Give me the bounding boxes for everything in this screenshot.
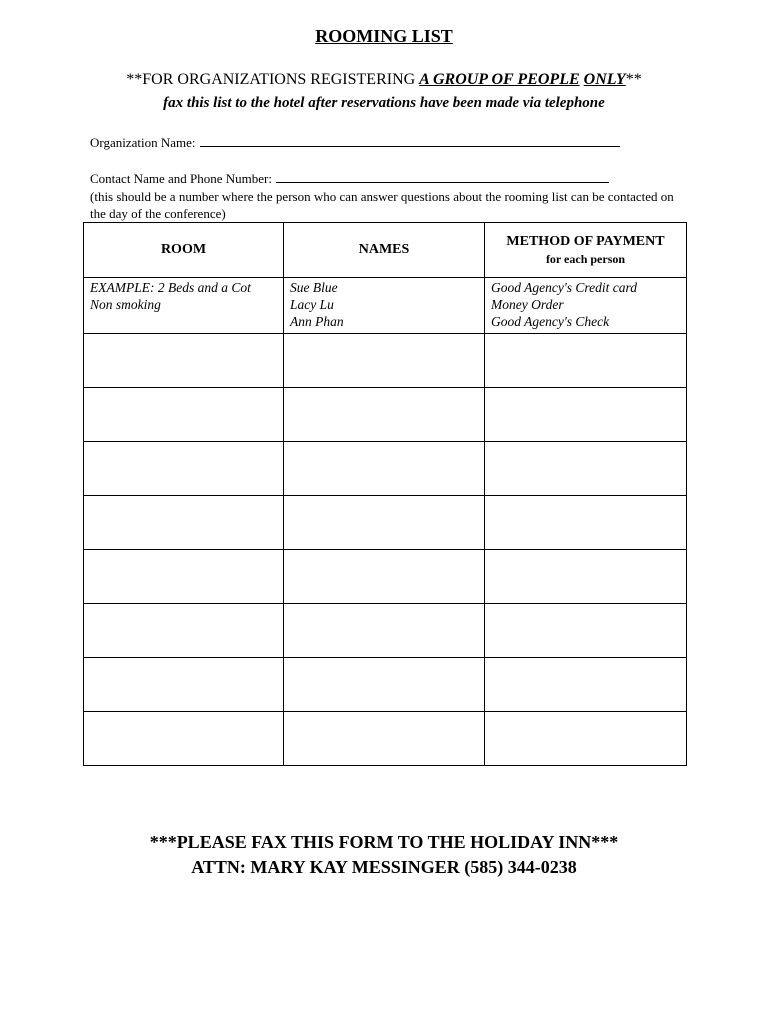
organization-label: Organization Name: <box>90 135 196 150</box>
table-row <box>84 388 687 442</box>
example-room-line: EXAMPLE: 2 Beds and a Cot <box>90 280 251 295</box>
example-name: Ann Phan <box>290 314 344 329</box>
example-name: Lacy Lu <box>290 297 334 312</box>
table-header-row <box>84 223 687 278</box>
room-cell[interactable] <box>84 658 284 712</box>
names-cell[interactable] <box>284 334 485 388</box>
room-cell[interactable] <box>84 388 284 442</box>
fax-instruction: fax this list to the hotel after reservations have been made via telephone <box>163 95 605 111</box>
contact-field <box>90 170 609 187</box>
room-cell[interactable] <box>84 604 284 658</box>
names-cell[interactable] <box>284 550 485 604</box>
table-row <box>84 496 687 550</box>
payment-cell[interactable] <box>485 334 687 388</box>
group-notice <box>0 71 768 89</box>
example-row <box>84 278 687 334</box>
example-payment: Good Agency's Credit card <box>491 280 637 295</box>
header-payment-sub: for each person <box>545 251 626 266</box>
header-room: ROOM <box>84 223 284 278</box>
room-cell[interactable] <box>84 442 284 496</box>
table-row <box>84 604 687 658</box>
header-names: NAMES <box>284 223 485 278</box>
names-cell[interactable] <box>284 496 485 550</box>
table-row <box>84 550 687 604</box>
rooming-table <box>83 222 687 766</box>
example-room-line: Non smoking <box>90 297 161 312</box>
example-payment-cell <box>485 278 687 334</box>
payment-cell[interactable] <box>485 658 687 712</box>
page-title: ROOMING LIST <box>315 26 453 46</box>
payment-cell[interactable] <box>485 712 687 766</box>
group-notice-prefix: **FOR ORGANIZATIONS REGISTERING <box>126 71 420 88</box>
table-row <box>84 712 687 766</box>
group-notice-only: ONLY <box>583 71 626 88</box>
payment-cell[interactable] <box>485 550 687 604</box>
payment-cell[interactable] <box>485 604 687 658</box>
organization-field <box>90 134 620 151</box>
payment-cell[interactable] <box>485 388 687 442</box>
table-row <box>84 658 687 712</box>
footer-fax-notice: ***PLEASE FAX THIS FORM TO THE HOLIDAY INN*** <box>149 832 619 852</box>
payment-cell[interactable] <box>485 442 687 496</box>
names-cell[interactable] <box>284 712 485 766</box>
example-names-cell <box>284 278 485 334</box>
contact-label: Contact Name and Phone Number: <box>90 171 272 186</box>
room-cell[interactable] <box>84 334 284 388</box>
example-payment: Good Agency's Check <box>491 314 610 329</box>
names-cell[interactable] <box>284 388 485 442</box>
example-room-cell <box>84 278 284 334</box>
room-cell[interactable] <box>84 496 284 550</box>
group-notice-suffix: ** <box>625 71 642 88</box>
names-cell[interactable] <box>284 442 485 496</box>
table-row <box>84 334 687 388</box>
header-payment <box>485 223 687 278</box>
group-notice-emphasis: A GROUP OF PEOPLE <box>419 71 580 88</box>
footer-attention: ATTN: MARY KAY MESSINGER (585) 344-0238 <box>191 857 577 877</box>
organization-input-line[interactable] <box>200 134 620 147</box>
room-cell[interactable] <box>84 712 284 766</box>
example-payment: Money Order <box>491 297 564 312</box>
header-payment-label: METHOD OF PAYMENT <box>506 233 665 249</box>
payment-cell[interactable] <box>485 496 687 550</box>
contact-note: (this should be a number where the person who can answer questions about the rooming list can be contacted on the day of the conference) <box>90 189 674 221</box>
table-row <box>84 442 687 496</box>
names-cell[interactable] <box>284 658 485 712</box>
contact-input-line[interactable] <box>276 170 609 183</box>
names-cell[interactable] <box>284 604 485 658</box>
room-cell[interactable] <box>84 550 284 604</box>
example-name: Sue Blue <box>290 280 338 295</box>
